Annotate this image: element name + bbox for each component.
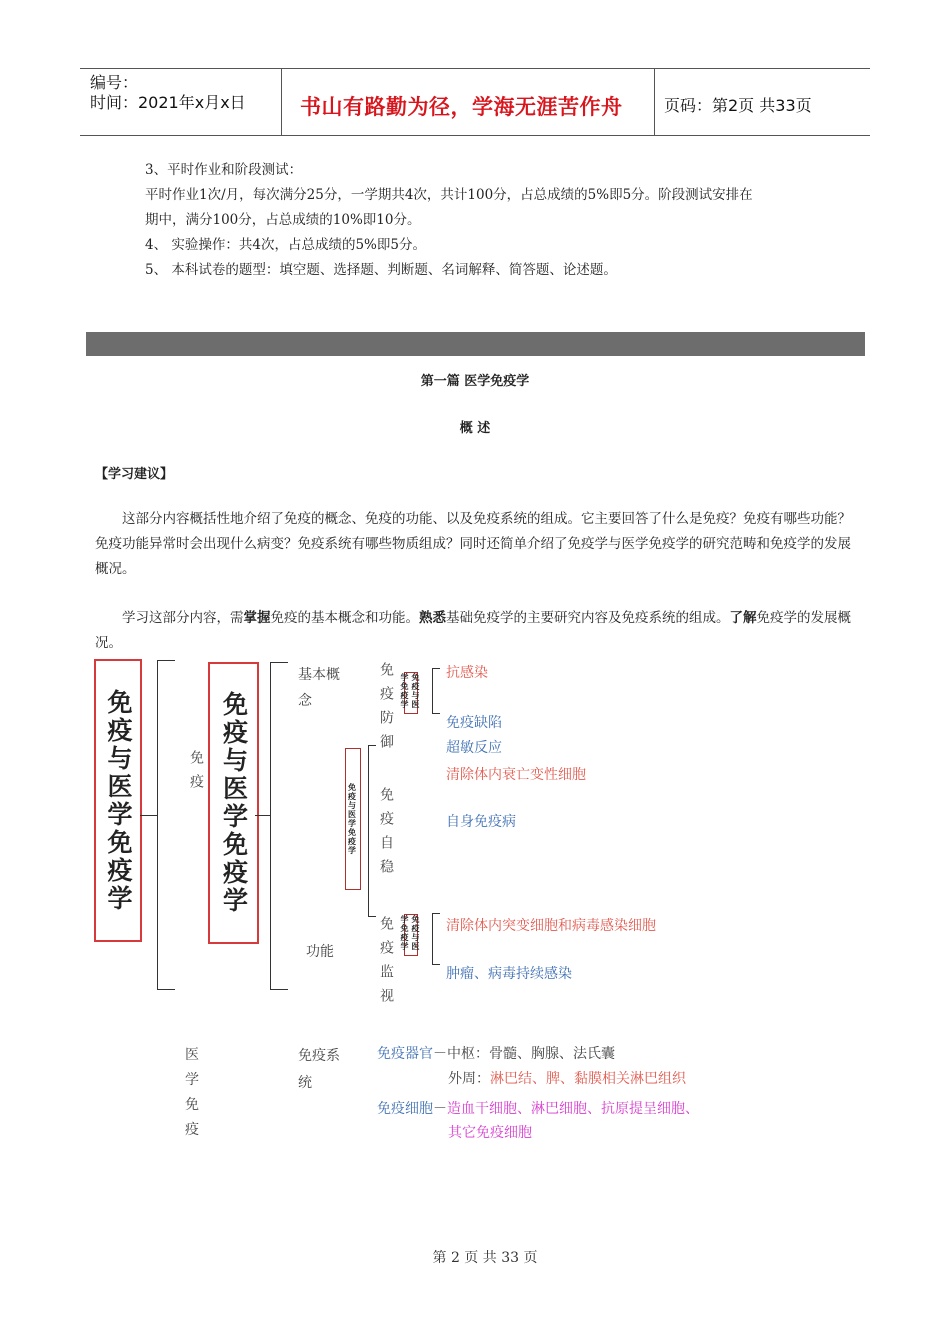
header-top-rule <box>80 68 870 69</box>
defense-label: 免疫防御 <box>378 662 394 758</box>
bracket-mid-bottom <box>270 989 288 990</box>
concept-box-mini-top: 免疫与医学免疫学 <box>404 672 418 714</box>
basic-concept-label: 基本概念 <box>298 667 340 709</box>
clear-dead-cells-item: 清除体内衰亡变性细胞 <box>446 767 586 783</box>
dash: － <box>433 1046 447 1062</box>
immune-organs-row <box>377 1043 615 1063</box>
bracket-mid <box>270 662 271 990</box>
page-footer: 第 2 页 共 33 页 <box>432 1250 538 1266</box>
central-organs: 中枢：骨髓、胸腺、法氏囊 <box>447 1046 615 1062</box>
immune-cells-label: 免疫细胞 <box>377 1101 433 1117</box>
goals-text: 免疫学的发展概况。 <box>95 610 851 651</box>
surveillance-label: 免疫监视 <box>378 916 394 1012</box>
immune-cells-row <box>377 1098 699 1118</box>
concept-box-mini-bottom: 免疫与医学免疫学 <box>404 914 418 956</box>
homeostasis-label: 免疫自稳 <box>378 787 394 883</box>
immunity-label: 免疫 <box>188 750 204 798</box>
bracket-function-bottom <box>368 916 376 917</box>
tumor-item: 肿瘤、病毒持续感染 <box>446 966 572 982</box>
header-page-info: 页码：第2页 共33页 <box>664 96 812 115</box>
bracket-surveillance <box>432 913 433 965</box>
immune-system-label: 免疫系统 <box>298 1048 340 1091</box>
immune-cells-list-cont: 其它免疫细胞 <box>448 1125 532 1141</box>
assessment-item4: 4、 实验操作：共4次，占总成绩的5%即5分。 <box>145 237 426 253</box>
header-time-label: 时间：2021年x月x日 <box>90 93 246 112</box>
chapter-title: 第一篇 医学免疫学 <box>420 374 530 389</box>
connector <box>255 815 271 816</box>
bracket-left-bottom <box>157 989 175 990</box>
goals-keyword-master: 掌握 <box>243 610 271 626</box>
hypersensitivity-item: 超敏反应 <box>446 740 502 756</box>
bracket-surveillance-bottom <box>432 964 440 965</box>
section-divider-bar <box>86 332 865 356</box>
bracket-defense <box>432 668 433 714</box>
study-advice-heading: 【学习建议】 <box>95 467 174 482</box>
bracket-surveillance-top <box>432 913 440 914</box>
assessment-item3-line1: 平时作业1次/月，每次满分25分，一学期共4次，共计100分，占总成绩的5%即5分。阶段测试安排在 <box>145 187 753 203</box>
assessment-item3-title: 3、平时作业和阶段测试： <box>145 162 303 178</box>
goals-text: 学习这部分内容，需 <box>122 610 244 626</box>
goals-text: 基础免疫学的主要研究内容及免疫系统的组成。 <box>446 610 730 626</box>
goals-keyword-understand: 了解 <box>729 610 757 626</box>
header-divider <box>281 68 282 136</box>
chapter-subtitle: 概 述 <box>459 421 491 436</box>
function-label: 功能 <box>306 944 334 960</box>
peripheral-label: 外周： <box>448 1071 490 1087</box>
header-bottom-rule <box>80 135 870 136</box>
header-divider <box>654 68 655 136</box>
bracket-defense-top <box>432 668 440 669</box>
immune-cells-list: 造血干细胞、淋巴细胞、抗原提呈细胞、 <box>447 1101 699 1117</box>
medical-immunology-label: 医学免疫 <box>185 1047 199 1138</box>
dash: － <box>433 1101 447 1117</box>
bracket-defense-bottom <box>432 713 440 714</box>
header-number-label: 编号： <box>90 73 139 92</box>
goals-keyword-familiar: 熟悉 <box>419 610 446 626</box>
bracket-left-top <box>157 660 175 661</box>
assessment-item3-line2: 期中，满分100分，占总成绩的10%即10分。 <box>145 212 421 228</box>
anti-infection-item: 抗感染 <box>446 665 488 681</box>
concept-box-secondary: 免疫与医学免疫学 <box>208 662 259 944</box>
bracket-function-top <box>368 745 376 746</box>
connector <box>140 815 158 816</box>
immune-organs-label: 免疫器官 <box>377 1046 433 1062</box>
concept-box-mini: 免疫与医学免疫学 <box>345 748 361 890</box>
assessment-item5: 5、 本科试卷的题型：填空题、选择题、判断题、名词解释、简答题、论述题。 <box>145 262 617 278</box>
concept-box-primary: 免疫与医学免疫学 <box>94 659 142 942</box>
header-motto: 书山有路勤为径，学海无涯苦作舟 <box>300 95 623 119</box>
bracket-left <box>157 660 158 990</box>
learning-goals-paragraph <box>95 606 860 656</box>
autoimmune-item: 自身免疫病 <box>446 814 516 830</box>
bracket-mid-top <box>270 662 288 663</box>
peripheral-items: 淋巴结、脾、黏膜相关淋巴组织 <box>490 1071 686 1087</box>
goals-text: 免疫的基本概念和功能。 <box>270 610 419 626</box>
peripheral-organs-row <box>448 1068 686 1088</box>
bracket-function <box>368 745 369 917</box>
immunodeficiency-item: 免疫缺陷 <box>446 715 502 731</box>
clear-mutant-cells-item: 清除体内突变细胞和病毒感染细胞 <box>446 918 656 934</box>
intro-paragraph: 这部分内容概括性地介绍了免疫的概念、免疫的功能、以及免疫系统的组成。它主要回答了什么是免疫？免疫有哪些功能？免疫功能异常时会出现什么病变？免疫系统有哪些物质组成？同时还简单介绍了免疫学与医学免疫学的研究范畴和免疫学的发展概况。 <box>95 511 851 577</box>
